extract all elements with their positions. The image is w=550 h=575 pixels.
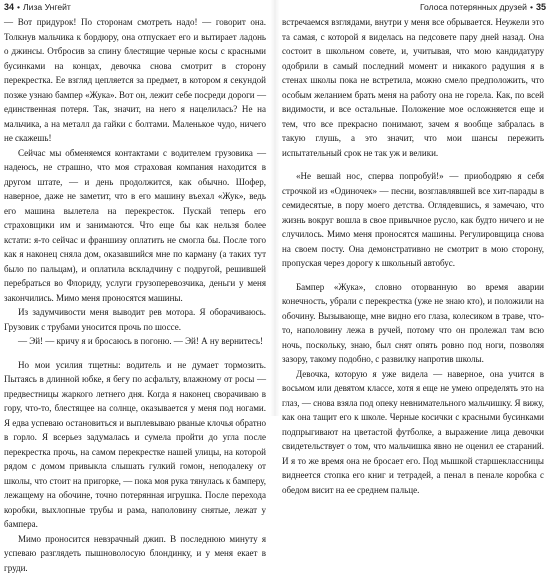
left-page-number: 34 bbox=[4, 2, 14, 12]
paragraph: Девочка, которую я уже видела — наверное, она учится в восьмом или девятом классе, хотя я еще не умею определять это на глаз, — снова взяла под опеку невнимательного мальчишку. Я вижу, как она тащит его к школе. Черные косички с красными бусинками подпрыгивают на цветастой футболке, а выражение лица девочки свидетельствует о том, что мальчишка явно не оценил ее стараний. И я то же время она не бросает его. Под мышкой старшеклассницы виднеется стопка его книг и тетрадей, а пенал в пенале коробка с обедом висит на ее среднем пальце. bbox=[282, 367, 544, 498]
paragraph: — Эй! — кричу я и бросаюсь в погоню. — Эй! А ну вернитесь! bbox=[4, 334, 266, 349]
paragraph: «Не вешай нос, сперва попробуй!» — приободряю я себя строчкой из «Одиночек» — песни, возглавлявшей все хит-парады в семидесятые, в пору моего детства. Оглядевшись, я замечаю, что жизнь вокруг вошла в свое привычное русло, как будто ничего и не случилось. Мимо меня проносятся машины. Регулировщица снова на своем посту. Она демонстративно не смотрит в мою сторону, пропуская через дорогу к школьный автобус. bbox=[282, 169, 544, 271]
left-author-name: Лиза Унгейт bbox=[23, 2, 71, 12]
right-running-head bbox=[280, 2, 550, 15]
paragraph: Из задумчивости меня выводит рев мотора. Я оборачиваюсь. Грузовик с трубами уносится прочь по шоссе. bbox=[4, 305, 266, 334]
right-page bbox=[280, 0, 550, 416]
right-book-title: Голоса потерянных друзей bbox=[420, 2, 527, 12]
paragraph: — Вот придурок! По сторонам смотреть надо! — говорит она. Толкнув мальчика к бордюру, она отпускает его и вытирает ладонь о джинсы. Отбросив за спину блестящие черные косы с красными бусинками на концах, девочка снова смотрит в сторону перекрестка. Ее взгляд цепляется за предмет, в котором я секундой позже узнаю бампер «Жука». Вот он, лежит себе посреди дороги — единственная потеря. Так, значит, на него я нацелилась? Не на мальчика, а на металл да гайки с болтами. Маленькое чудо, ничего не скажешь! bbox=[4, 15, 266, 146]
paragraph: Сейчас мы обменяемся контактами с водителем грузовика — надеюсь, не страшно, что моя страховая компания находится в другом штате, — и день продолжится, как обычно. Шофер, наверное, даже не заметит, что в его машину въехал «Жук», ведь его машина вылетела на перекресток. Пускай теперь его страховщики им и занимаются. Что еще бы как нельзя более кстати: я-то сейчас и франшизу оплатить не смогла бы. После того как я наконец сняла дом, оказавшийся мне по карману (а таких тут было по пальцам), и оплатила вскладчину с подругой, решившей перебраться во Флориду, услуги грузоперевозчика, деньги у меня закончились. Мимо меня проносятся машины. bbox=[4, 146, 266, 306]
paragraph: Мимо проносится невзрачный джип. В последнюю минуту я успеваю разглядеть пышноволосую блондинку, и у меня екает в груди. bbox=[4, 532, 266, 575]
left-head-separator: • bbox=[14, 2, 23, 12]
right-page-text bbox=[282, 15, 544, 497]
paragraph: Но мои усилия тщетны: водитель и не думает тормозить. Пытаясь в длинной юбке, я бегу по асфальту, влажному от росы — предвестницы жаркого летнего дня. Когда я наконец сворачиваю в гору, что-то, блестящее на солнце, оказывается у меня под ногами. Я едва успеваю остановиться и выплевываю рваные клочья обратно в горло. Я всерьез задумалась и сумела пройти до угла после перекрестка прочь, на самом перекрестке нашей улицы, на которой рядом с домом привыкла слышать гулкий гомон, неподалеку от школы, что стоит на пригорке, — пока моя рука тянулась к бамперу, лежащему на обочине, точно потерянная игрушка. После перехода коробки, выхлопные трубы и рама, наполовину снятые, лежат у бампера. bbox=[4, 358, 266, 532]
left-page-text bbox=[4, 15, 266, 575]
book-gutter bbox=[270, 0, 280, 416]
paragraph: встречаемся взглядами, внутри у меня все обрывается. Неужели это та самая, с которой я виделась на педсовете пару дней назад. Она состоит в школьном совете, и, учитывая, что мою кандидатуру одобрили в самый последний момент и никакого радушия я в стенах школы пока не встретила, можно смело предположить, что особым желанием брать меня на работу она не горела. Как, по всей видимости, и все остальные. Положение мое осложняется еще и тем, что все прекрасно понимают, зачем я вообще забралась в такую глушь, а это значит, что мои шансы пережить испытательный срок не так уж и велики. bbox=[282, 15, 544, 160]
right-head-separator: • bbox=[527, 2, 536, 12]
right-page-number: 35 bbox=[536, 2, 546, 12]
paragraph: Бампер «Жука», словно оторванную во время аварии конечность, убрали с перекрестка (уже не знаю кто), и положили на обочину. Вызывающе, мне видно его глаза, колесиком в траве, что-то, наполовину лежа в ручей, потому что он пролежал там всю ночь, поскольку, знаю, был снят опять ровно под ноги, позволяя зазору, такому подобно, с развилку напротив школы. bbox=[282, 280, 544, 367]
left-running-head bbox=[0, 2, 270, 15]
left-page bbox=[0, 0, 270, 416]
